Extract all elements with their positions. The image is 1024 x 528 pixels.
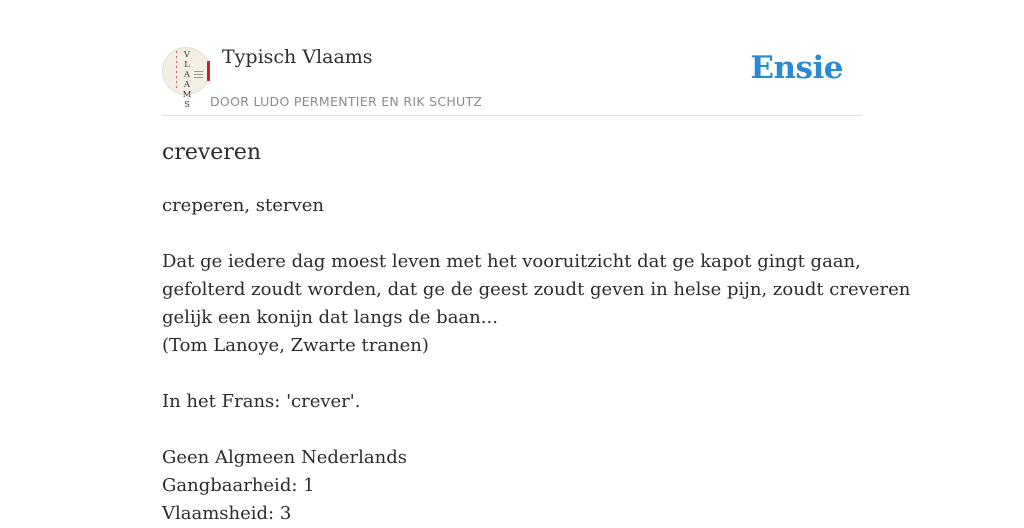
cover-letters [181,50,193,110]
blank-line [162,220,862,248]
cover-letter: A [183,70,191,80]
site-name-link[interactable]: Typisch Vlaams [222,46,373,68]
page-container [162,0,911,524]
authors-byline: DOOR LUDO PERMENTIER EN RIK SCHUTZ [210,94,483,109]
definition-line: creperen, sterven [162,195,324,216]
cover-letter: S [184,100,190,110]
cover-letter: V [183,50,191,60]
cover-decoration-line [176,51,177,91]
cover-letter: A [183,80,191,90]
entry-title: creveren [162,140,262,165]
book-cover-image[interactable] [162,47,210,110]
entry-body [162,192,911,528]
header [162,0,862,116]
cover-accent-edge [207,61,210,81]
cover-text-lines [194,71,203,80]
cover-letter: L [184,60,190,70]
ensie-logo-link[interactable]: Ensie [750,50,843,86]
prevalence-rating: Gangbaarheid: 1 [162,475,315,496]
cover-letter: M [182,90,192,100]
etymology-line: In het Frans: 'crever'. [162,391,361,412]
quote-line: Dat ge iedere dag moest leven met het vooruitzicht dat ge kapot gingt gaan, [162,251,861,272]
usage-note: Geen Algmeen Nederlands [162,447,407,468]
quote-line: gefolterd zoudt worden, dat ge de geest zoudt geven in helse pijn, zoudt creveren [162,279,911,300]
flemishness-rating: Vlaamsheid: 3 [162,503,292,524]
blank-line [162,416,862,444]
blank-line [162,360,862,388]
quote-line: gelijk een konijn dat langs de baan... [162,307,498,328]
quote-source: (Tom Lanoye, Zwarte tranen) [162,335,429,356]
